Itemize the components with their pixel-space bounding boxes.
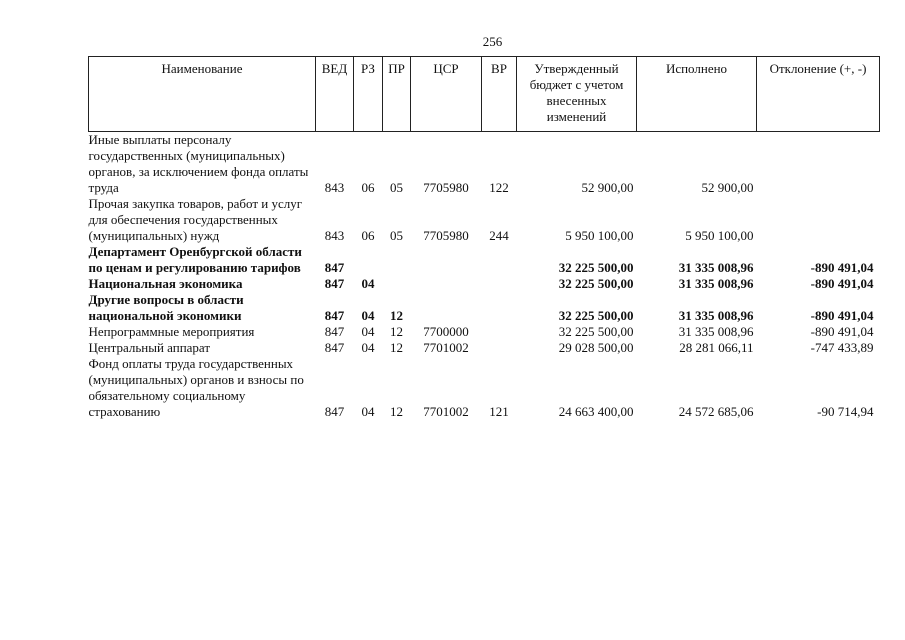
- cell-pr: [383, 276, 411, 292]
- cell-approved: 24 663 400,00: [558, 404, 634, 419]
- cell-csr: [411, 276, 482, 292]
- cell-pr: 05: [390, 228, 403, 243]
- cell-rz: 06: [361, 180, 375, 195]
- cell-name: Фонд оплаты труда государственных (муниципальных) органов и взносы по обязательному социальному страхованию: [88, 356, 304, 419]
- cell-rz: 04: [361, 324, 375, 339]
- cell-pr: 12: [390, 404, 403, 419]
- cell-name: Прочая закупка товаров, работ и услуг для обеспечения государственных (муниципальных) нужд: [88, 196, 303, 243]
- table-row: [89, 196, 880, 244]
- cell-vr: [482, 340, 517, 356]
- cell-pr: [383, 244, 411, 276]
- header-csr: ЦСР: [411, 57, 482, 132]
- cell-vr: [482, 244, 517, 276]
- cell-csr: [411, 244, 482, 276]
- cell-csr: 7700000: [423, 324, 469, 339]
- cell-name: Национальная экономика: [88, 276, 243, 291]
- cell-name: Департамент Оренбургской области по ценам и регулированию тарифов: [88, 244, 302, 275]
- cell-deviation: [757, 196, 880, 244]
- cell-vr: [482, 292, 517, 324]
- table-row: [89, 324, 880, 340]
- table-header-row: [89, 57, 880, 132]
- header-executed: Исполнено: [637, 57, 757, 132]
- cell-rz: 04: [361, 340, 375, 355]
- cell-ved: 847: [324, 276, 345, 291]
- header-vr: ВР: [482, 57, 517, 132]
- cell-ved: 847: [324, 324, 345, 339]
- cell-pr: 12: [390, 308, 403, 323]
- cell-approved: 32 225 500,00: [558, 276, 634, 291]
- cell-executed: 31 335 008,96: [678, 308, 754, 323]
- table-row: [89, 132, 880, 197]
- cell-csr: 7705980: [423, 180, 469, 195]
- table-row: [89, 292, 880, 324]
- header-pr: ПР: [383, 57, 411, 132]
- cell-csr: 7701002: [423, 340, 469, 355]
- cell-deviation: [757, 132, 880, 197]
- cell-name: Иные выплаты персоналу государственных (муниципальных) органов, за исключением фонда оплаты труда: [88, 132, 309, 195]
- table-row: [89, 244, 880, 276]
- cell-approved: 32 225 500,00: [558, 324, 634, 339]
- cell-executed: 31 335 008,96: [678, 260, 754, 275]
- header-deviation: Отклонение (+, -): [757, 57, 880, 132]
- cell-name: Непрограммные мероприятия: [88, 324, 255, 339]
- cell-approved: 32 225 500,00: [558, 260, 634, 275]
- table-row: [89, 356, 880, 420]
- cell-rz: [354, 244, 383, 276]
- cell-pr: 05: [390, 180, 403, 195]
- header-ved: ВЕД: [316, 57, 354, 132]
- cell-approved: 29 028 500,00: [558, 340, 634, 355]
- cell-vr: 122: [489, 180, 509, 195]
- cell-rz: 06: [361, 228, 375, 243]
- cell-executed: 52 900,00: [701, 180, 754, 195]
- cell-ved: 847: [324, 260, 345, 275]
- cell-ved: 843: [324, 228, 345, 243]
- budget-table: [88, 56, 880, 420]
- cell-ved: 847: [324, 308, 345, 323]
- cell-vr: 121: [489, 404, 509, 419]
- cell-ved: 847: [324, 404, 345, 419]
- table-row: [89, 276, 880, 292]
- cell-deviation: -90 714,94: [817, 404, 874, 419]
- cell-executed: 24 572 685,06: [678, 404, 754, 419]
- header-approved: Утвержденный бюджет с учетом внесенных изменений: [517, 57, 637, 132]
- cell-rz: 04: [361, 276, 375, 291]
- cell-csr: 7705980: [423, 228, 469, 243]
- cell-vr: [482, 324, 517, 340]
- cell-executed: 31 335 008,96: [678, 324, 754, 339]
- cell-ved: 847: [324, 340, 345, 355]
- table-row: [89, 340, 880, 356]
- cell-vr: [482, 276, 517, 292]
- cell-deviation: -890 491,04: [810, 276, 874, 291]
- cell-pr: 12: [390, 340, 403, 355]
- cell-rz: 04: [361, 404, 375, 419]
- cell-executed: 31 335 008,96: [678, 276, 754, 291]
- cell-vr: 244: [489, 228, 509, 243]
- cell-approved: 5 950 100,00: [565, 228, 634, 243]
- cell-csr: [411, 292, 482, 324]
- cell-approved: 32 225 500,00: [558, 308, 634, 323]
- header-name: Наименование: [89, 57, 316, 132]
- page-number: 256: [482, 34, 503, 49]
- header-rz: РЗ: [354, 57, 383, 132]
- cell-deviation: -890 491,04: [810, 308, 874, 323]
- cell-name: Другие вопросы в области национальной экономики: [88, 292, 244, 323]
- cell-csr: 7701002: [423, 404, 469, 419]
- cell-ved: 843: [324, 180, 345, 195]
- cell-approved: 52 900,00: [581, 180, 634, 195]
- cell-rz: 04: [361, 308, 375, 323]
- cell-executed: 5 950 100,00: [685, 228, 754, 243]
- cell-name: Центральный аппарат: [88, 340, 211, 355]
- cell-pr: 12: [390, 324, 403, 339]
- cell-deviation: -747 433,89: [810, 340, 874, 355]
- cell-deviation: -890 491,04: [810, 324, 874, 339]
- cell-executed: 28 281 066,11: [679, 340, 754, 355]
- cell-deviation: -890 491,04: [810, 260, 874, 275]
